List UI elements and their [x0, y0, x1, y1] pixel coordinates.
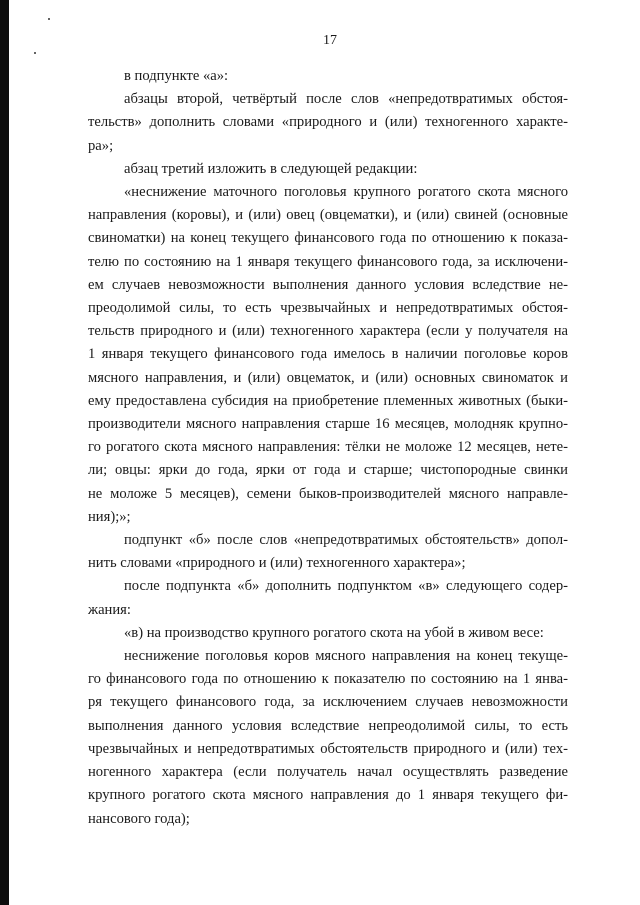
paragraph: [88, 181, 568, 529]
text-line: преодолимой силы, то есть чрезвычайных и непредотвратимых обстоя-: [88, 300, 568, 317]
text-line: ему предоставлена субсидия на приобретение племенных животных (быки-: [88, 392, 568, 409]
text-line: тельств» дополнить словами «природного и (или) техногенного характе-: [88, 114, 568, 131]
text-line: направления (коровы), и (или) овец (овцематки), и (или) свиней (основные: [88, 207, 568, 224]
text-line: ем случаев невозможности выполнения данного условия вследствие не-: [88, 276, 568, 293]
text-line: ли; овцы: ярки до года, ярки от года и старше; чистопородные свинки: [88, 462, 568, 479]
text-line: ния);»;: [88, 508, 131, 525]
paragraph: [88, 158, 568, 181]
text-line: «неснижение маточного поголовья крупного рогатого скота мясного: [124, 184, 568, 201]
paragraph: [88, 529, 568, 575]
text-line: го финансового года по отношению к показателю по состоянию на 1 янва-: [88, 671, 568, 688]
text-line: в подпункте «а»:: [124, 68, 229, 84]
scan-speck: [34, 52, 36, 54]
paragraph: [88, 645, 568, 831]
text-line: ногенного характера (если получатель начал осуществлять разведение: [88, 764, 568, 781]
text-line: нансового года);: [88, 810, 190, 827]
text-line: свиноматки) на конец текущего финансового года по отношению к показа-: [88, 230, 568, 247]
scan-speck: [48, 18, 50, 20]
text-line: нить словами «природного и (или) техногенного характера»;: [88, 555, 466, 572]
text-line: не моложе 5 месяцев), семени быков-производителей мясного направле-: [88, 485, 568, 502]
text-line: «в) на производство крупного рогатого скота на убой в живом весе:: [124, 624, 544, 641]
paragraph: [88, 622, 568, 645]
text-line: ря текущего финансового года, за исключением случаев невозможности: [88, 694, 568, 711]
text-line: ра»;: [88, 137, 114, 154]
text-line: крупного рогатого скота мясного направления до 1 января текущего фи-: [88, 787, 568, 804]
text-line: после подпункта «б» дополнить подпунктом «в» следующего содер-: [124, 578, 568, 595]
text-line: жания:: [88, 601, 131, 618]
paragraph: [88, 88, 568, 158]
scan-edge: [0, 0, 9, 905]
text-line: чрезвычайных и непредотвратимых обстоятельств природного и (или) тех-: [88, 740, 568, 757]
text-line: подпункт «б» после слов «непредотвратимых обстоятельств» допол-: [124, 532, 568, 549]
paragraph: [88, 65, 568, 88]
text-line: неснижение поголовья коров мясного направления на конец текуще-: [124, 648, 568, 665]
paragraph: [88, 575, 568, 621]
text-line: тельств природного и (или) техногенного характера (если у получателя на: [88, 323, 568, 340]
page-number: 17: [323, 33, 337, 48]
text-line: го рогатого скота мясного направления: тёлки не моложе 12 месяцев, нете-: [88, 439, 568, 456]
text-line: выполнения данного условия вследствие непреодолимой силы, то есть: [88, 717, 568, 734]
text-line: абзац третий изложить в следующей редакции:: [124, 160, 418, 177]
text-line: абзацы второй, четвёртый после слов «непредотвратимых обстоя-: [124, 91, 568, 108]
text-line: производители мясного направления старше 16 месяцев, молодняк крупно-: [88, 416, 568, 433]
text-line: мясного направления, и (или) овцематок, и (или) основных свиноматок и: [88, 369, 568, 386]
text-line: 1 января текущего финансового года имелось в наличии поголовье коров: [88, 346, 568, 363]
text-line: телю по состоянию на 1 января текущего финансового года, за исключени-: [88, 253, 568, 270]
document-body: [88, 65, 568, 831]
